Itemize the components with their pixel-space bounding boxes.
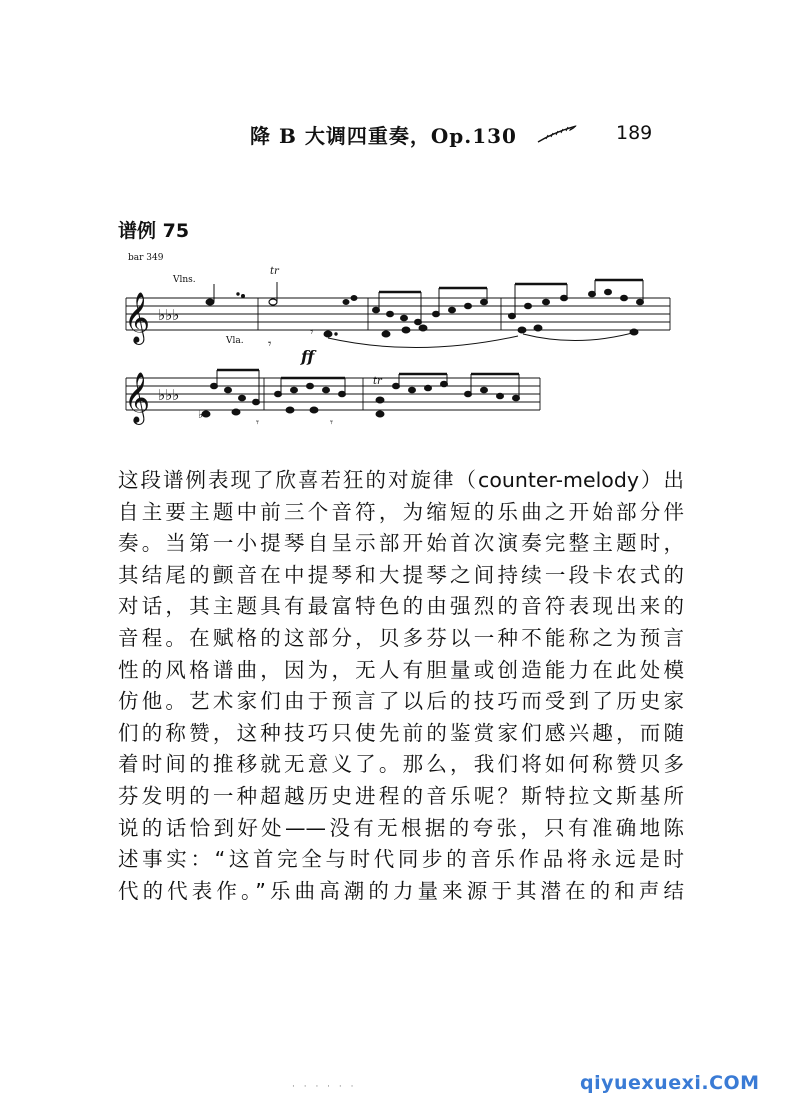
text-line: 奏。当第一小提琴自呈示部开始首次演奏完整主题时， [118,531,684,556]
text-line: 说的话恰到好处——没有无根据的夸张，只有准确地陈 [118,815,684,840]
text-line: 对话，其主题具有最富特色的由强烈的音符表现出来的 [118,594,684,619]
example-label: 谱例 75 [118,220,190,242]
staff-1-notes [206,280,644,352]
text-line: 代的代表作。”乐曲高潮的力量来源于其潜在的和声结 [118,878,684,903]
svg-text:𝄾: 𝄾 [268,337,272,352]
music-score [118,250,678,435]
text-line: 其结尾的颤音在中提琴和大提琴之间持续一段卡农式的 [118,562,684,587]
text-line: 着时间的推移就无意义了。那么，我们将如何称赞贝多 [118,752,684,777]
text-line: 芬发明的一种超越历史进程的音乐呢？斯特拉文斯基所 [118,783,684,808]
text-line: 仿他。艺术家们由于预言了以后的技巧而受到了历史家 [118,689,684,714]
text-line: 音程。在赋格的这部分，贝多芬以一种不能称之为预言 [118,625,684,650]
text-line: 性的风格谱曲，因为，无人有胆量或创造能力在此处模 [118,657,684,682]
body-text [118,465,684,907]
staff-2-notes [198,370,520,429]
header-title: 降 B 大调四重奏，Op.130 [250,124,517,148]
trill-marking-2: tr [373,376,382,387]
text-line: 这段谱例表现了欣喜若狂的对旋律（counter-melody）出 [118,468,684,492]
violins-label: Vlns. [173,275,196,285]
score-svg [118,250,678,435]
text-line: 述事实：“这首完全与时代同步的音乐作品将永远是时 [118,847,684,872]
key-signature-2: ♭♭♭ [158,386,180,404]
staff-2 [126,378,540,410]
trill-marking-1: tr [270,266,279,277]
treble-clef-icon-1: 𝄞 [124,292,151,343]
dynamic-marking: ff [301,347,315,366]
svg-text:𝄾: 𝄾 [330,416,333,429]
svg-text:𝄾: 𝄾 [256,416,259,429]
running-header [250,120,670,150]
svg-text:♭: ♭ [198,408,204,421]
text-line: 自主要主题中前三个音符，为缩短的乐曲之开始部分伴 [118,499,684,524]
viola-label: Vla. [226,336,244,346]
quill-ornament-icon [536,124,578,144]
svg-text:𝄾: 𝄾 [310,325,314,340]
site-watermark: qiyuexuexi.COM [580,1072,760,1094]
key-signature-1: ♭♭♭ [158,306,180,324]
footer-dots: · · · · · · [292,1082,357,1092]
bar-marking: bar 349 [128,253,164,263]
text-line: 们的称赞，这种技巧只使先前的鉴赏家们感兴趣，而随 [118,720,684,745]
treble-clef-icon-2: 𝄞 [124,372,151,423]
page-number: 189 [616,122,653,144]
